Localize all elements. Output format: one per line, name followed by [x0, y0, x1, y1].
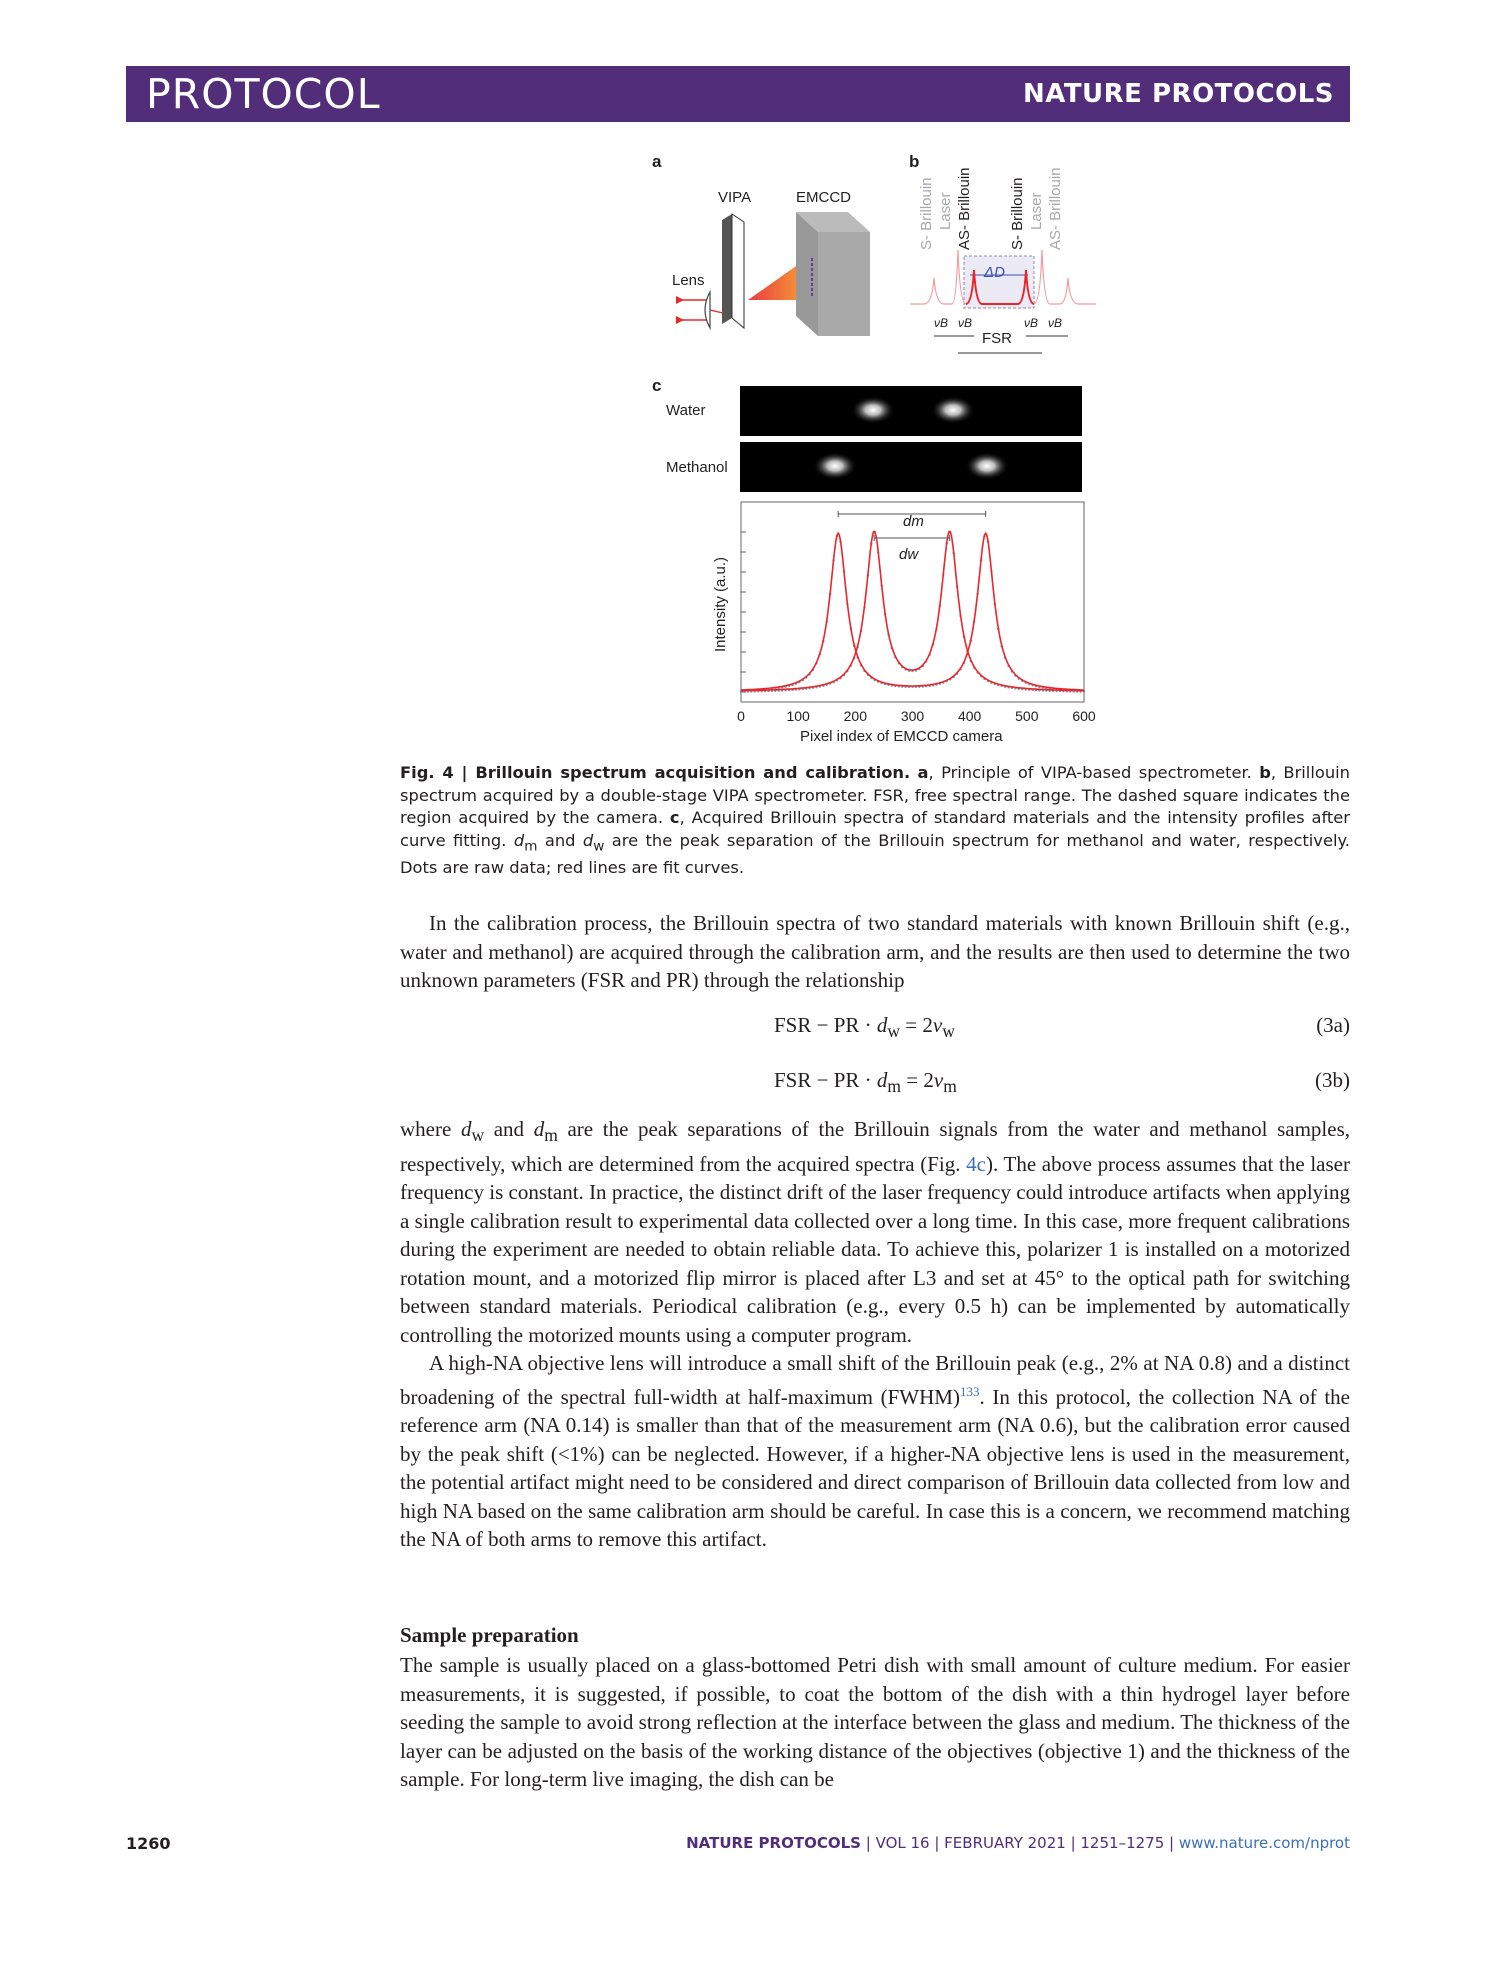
footer-journal: NATURE PROTOCOLS	[686, 1834, 861, 1852]
panel-b-letter: b	[909, 152, 920, 171]
caption-a-text: Principle of VIPA-based spectrometer.	[941, 763, 1252, 782]
nu-b-label-4: νB	[1048, 316, 1063, 330]
fsr-label: FSR	[982, 330, 1012, 347]
footer-citation	[686, 1834, 1350, 1852]
paragraph-3	[400, 1349, 1350, 1554]
water-peak-spot-2	[931, 396, 975, 424]
nu-b-label-3: νB	[1024, 316, 1039, 330]
x-tick-label: 400	[957, 708, 982, 724]
panel-c-letter: c	[652, 376, 662, 395]
s-brillouin-label-1: S- Brillouin	[918, 177, 935, 250]
caption-c-text-2: are the peak separation of the Brillouin spectrum for methanol and water, respectively. Dots are raw data; red lines are fit curves.	[400, 830, 1350, 878]
water-camera-image	[740, 386, 1082, 436]
paragraph-3b: . In this protocol, the collection NA of the reference arm (NA 0.14) is smaller than that of the measurement arm (NA 0.6), but the calibration error caused by the peak shift (<1%) can be neglected. However, if a higher-NA objective lens is used in the measurement, the potential artifact might need to be considered and direct comparison of Brillouin data collected from low and high NA based on the same calibration arm should be careful. In case this is a concern, we recommend matching the NA of both arms to remove this artifact.	[400, 1384, 1350, 1552]
equation-3a-number: (3a)	[1316, 1013, 1350, 1037]
reference-133-link[interactable]: 133	[959, 1383, 980, 1399]
equation-3b: FSR − PR · $d_m = 2\nu_m$	[774, 1068, 957, 1097]
water-peak-spot-1	[851, 396, 895, 424]
as-brillouin-label-1: AS- Brillouin	[956, 167, 973, 250]
paragraph-where: where $d_w$ and $d_m$ are the peak separations of the Brillouin signals from the water and methanol samples, respectively, which are determined from the acquired spectra (Fig. 4c). The above process assumes that the laser frequency is constant. In practice, the distinct drift of the laser frequency could introduce artifacts when applying a single calibration result to experimental data collected over a long time. In this case, more frequent calibrations during the experiment are needed to obtain reliable data. To achieve this, polarizer 1 is installed on a motorized rotation mount, and a motorized flip mirror is placed after L3 and set at 45° to the optical path for switching between standard materials. Periodical calibration (e.g., every 0.5 h) can be implemented by automatically controlling the motorized mounts using a computer program. A high-NA objective lens will introduce a small shift of the Brillouin peak (e.g., 2% at NA 0.8) and a distinct broadening of the spectral full-width at half-maximum (FWHM)$^{133}$. In this protocol, the collection NA of the reference arm (NA 0.14) is smaller than that of the measurement arm (NA 0.6), but the calibration error caused by the peak shift (<1%) can be neglected. However, if a higher-NA objective lens is used in the measurement, the potential artifact might need to be considered and direct comparison of Brillouin data collected from low and high NA based on the same calibration arm should be careful. In case this is a concern, we recommend matching the NA of both arms to remove this artifact.	[400, 1115, 1350, 1554]
caption-c-text: Acquired Brillouin spectra of standard materials and the intensity profiles after curve fitting.	[400, 808, 1350, 850]
y-axis-label: Intensity (a.u.)	[712, 556, 729, 652]
caption-c-ref: c	[669, 808, 680, 827]
x-axis-label: Pixel index of EMCCD camera	[800, 728, 1003, 745]
emccd-body	[818, 232, 870, 336]
laser-label-2: Laser	[1028, 192, 1045, 230]
nu-b-label-2: νB	[958, 316, 973, 330]
x-tick-label: 0	[737, 708, 745, 724]
x-tick-label: 500	[1015, 708, 1039, 724]
emccd-label: EMCCD	[796, 189, 851, 206]
methanol-peak-spot-1	[813, 452, 857, 480]
delta-d-label: ΔD	[984, 264, 1005, 281]
paragraph-4: The sample is usually placed on a glass-bottomed Petri dish with small amount of culture medium. For easier measurements, it is suggested, if possible, to coat the bottom of the dish with a thin hydrogel layer before seeding the sample to avoid strong reflection at the interface between the glass and medium. The thickness of the layer can be adjusted on the basis of the working distance of the objectives (objective 1) and the thickness of the sample. For long-term live imaging, the dish can be	[400, 1653, 1350, 1791]
camera-images	[740, 386, 1082, 496]
section-type-label: PROTOCOL	[146, 70, 381, 118]
caption-title: Fig. 4 | Brillouin spectrum acquisition and calibration.	[400, 763, 911, 782]
methanol-camera-image	[740, 442, 1082, 492]
paragraph-sample	[400, 1651, 1350, 1794]
footer-url-link[interactable]: www.nature.com/nprot	[1178, 1834, 1350, 1852]
methanol-peak-spot-2	[965, 452, 1009, 480]
vipa-label: VIPA	[718, 189, 752, 206]
x-tick-label: 600	[1072, 708, 1096, 724]
caption-b-text: Brillouin spectrum acquired by a double-stage VIPA spectrometer. FSR, free spectral range. The dashed square indicates the region acquired by the camera.	[400, 763, 1350, 827]
x-tick-label: 300	[900, 708, 925, 724]
page-number: 1260	[126, 1834, 171, 1853]
figure-caption: Fig. 4 | Brillouin spectrum acquisition and calibration. a, Principle of VIPA-based spectrometer. b, Brillouin spectrum acquired by a double-stage VIPA spectrometer. FSR, free spectral range. The dashed square indicates the region acquired by the camera. c, Acquired Brillouin spectra of standard materials and the intensity profiles after curve fitting. $d_m$ and $d_w$ are the peak separation of the Brillouin spectrum for methanol and water, respectively. Dots are raw data; red lines are fit curves.	[400, 763, 1350, 878]
journal-name: NATURE PROTOCOLS	[1022, 79, 1334, 109]
lens-icon	[705, 292, 710, 328]
caption-b-ref: b	[1259, 763, 1271, 782]
paragraph-calibration	[400, 909, 1350, 995]
x-tick-label: 100	[786, 708, 810, 724]
x-tick-label: 200	[843, 708, 868, 724]
footer-volume: | VOL 16 | FEBRUARY 2021 | 1251–1275 |	[865, 1834, 1175, 1852]
paragraph-1: In the calibration process, the Brillouin spectra of two standard materials with known Brillouin shift (e.g., water and methanol) are acquired through the calibration arm, and the results are then used to determine the two unknown parameters (FSR and PR) through the relationship	[400, 911, 1350, 992]
emccd-side	[796, 212, 818, 336]
equation-3b-number: (3b)	[1315, 1068, 1350, 1092]
vipa-plate	[732, 214, 744, 328]
dw-label: dw	[899, 546, 919, 563]
as-brillouin-label-2: AS- Brillouin	[1047, 167, 1064, 250]
paragraph-3a: A high-NA objective lens will introduce a small shift of the Brillouin peak (e.g., 2% at NA 0.8) and a distinct broadening of the spectral full-width at half-maximum (FWHM)	[400, 1351, 1350, 1409]
methanol-label: Methanol	[666, 459, 728, 476]
section-heading-sample-preparation: Sample preparation	[400, 1623, 579, 1647]
s-brillouin-label-2: S- Brillouin	[1009, 177, 1026, 250]
header-banner	[126, 66, 1350, 122]
dm-label: dm	[903, 513, 924, 530]
laser-label-1: Laser	[937, 192, 954, 230]
panel-a-letter: a	[652, 152, 662, 171]
caption-a-ref: a	[917, 763, 929, 782]
lens-label: Lens	[672, 272, 705, 289]
equation-3a: FSR − PR · $d_w = 2\nu_w$	[774, 1013, 955, 1042]
water-label: Water	[666, 402, 706, 419]
vipa-schematic	[640, 200, 880, 350]
paragraph-2a: are the peak separations of the Brillouin signals from the water and methanol samples, respectively, which are determined from the acquired spectra (Fig.	[400, 1117, 1350, 1176]
fig-4c-link[interactable]: 4c	[966, 1151, 986, 1176]
nu-b-label-1: νB	[934, 316, 949, 330]
paragraph-2b: ). The above process assumes that the laser frequency is constant. In practice, the distinct drift of the laser frequency could introduce artifacts when applying a single calibration result to experimental data collected over a long time. In this case, more frequent calibrations during the experiment are needed to obtain reliable data. To achieve this, polarizer 1 is installed on a motorized rotation mount, and a motorized flip mirror is placed after L3 and set at 45° to the optical path for switching between standard materials. Periodical calibration (e.g., every 0.5 h) can be implemented by automatically controlling the motorized mounts using a computer program.	[400, 1151, 1350, 1347]
intensity-profile-chart	[700, 498, 1100, 758]
